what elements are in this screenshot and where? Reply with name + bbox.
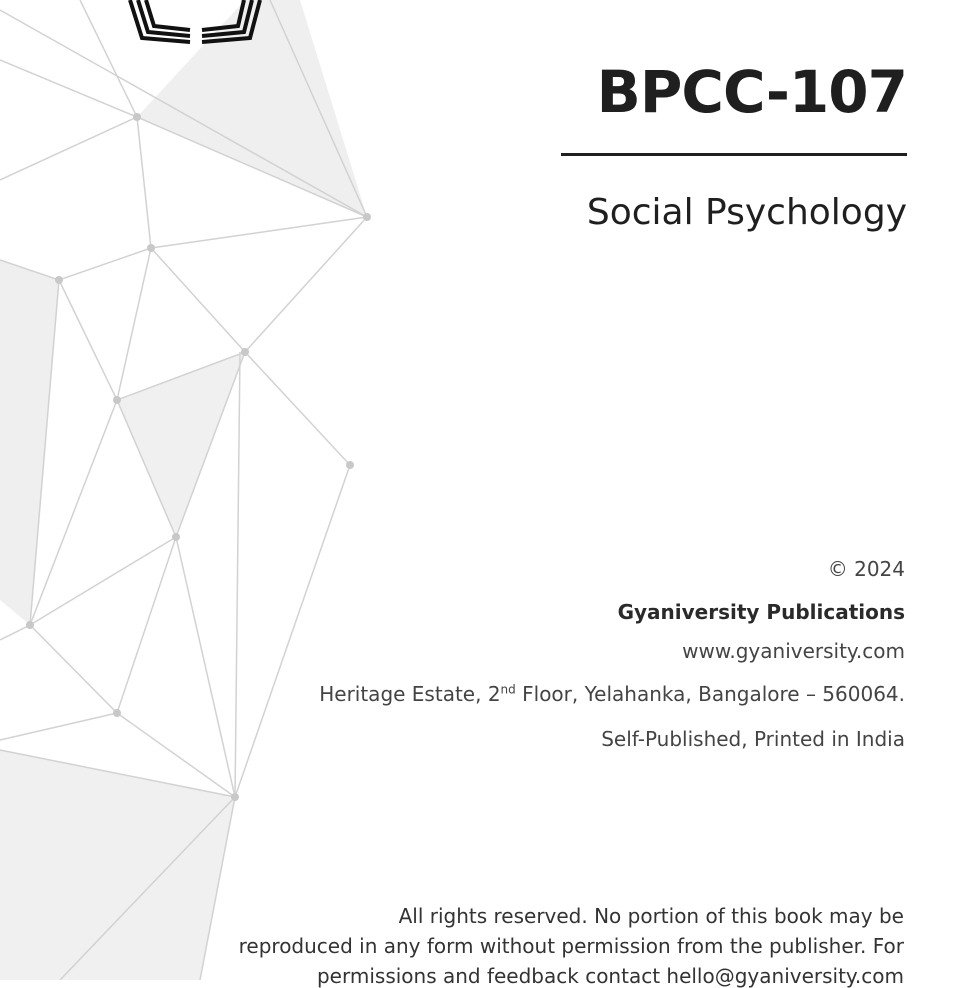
address-part: Heritage Estate, 2	[319, 682, 501, 706]
title-divider	[561, 153, 907, 156]
course-title: Social Psychology	[586, 192, 907, 233]
legal-line: permissions and feedback contact hello@gyaniversity.com	[316, 964, 904, 988]
legal-line: reproduced in any form without permission from the publisher. For	[238, 934, 904, 958]
publisher-address	[319, 682, 905, 706]
address-part: Floor, Yelahanka, Bangalore – 560064.	[515, 682, 905, 706]
publisher-website: www.gyaniversity.com	[682, 639, 905, 663]
publisher-name: Gyaniversity Publications	[617, 600, 905, 624]
course-code: BPCC-107	[596, 58, 907, 126]
print-info: Self-Published, Printed in India	[601, 727, 905, 751]
address-ordinal: nd	[500, 682, 516, 697]
legal-line: All rights reserved. No portion of this book may be	[398, 904, 904, 928]
copyright-year: © 2024	[827, 557, 905, 581]
